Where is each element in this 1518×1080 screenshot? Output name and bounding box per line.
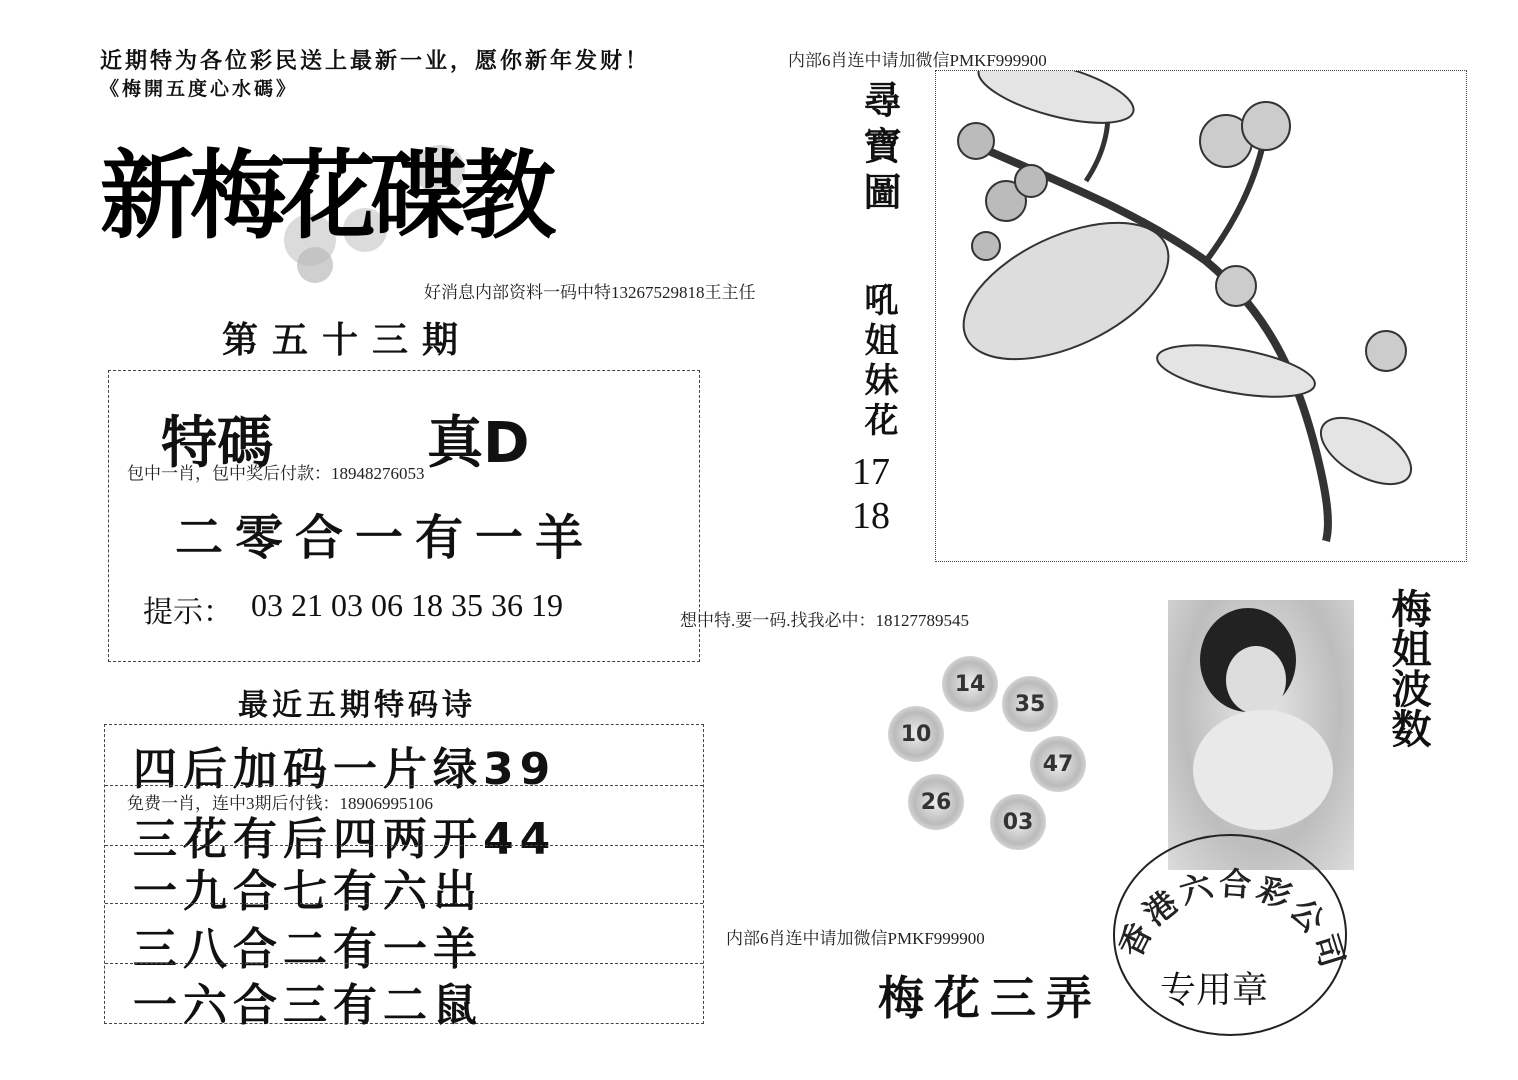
stamp-center: 专用章 [1160, 970, 1269, 1011]
ad-free: 免费一肖，连中3期后付钱：18906995106 [127, 794, 433, 813]
ad-good-news: 好消息内部资料一码中特13267529818王主任 [424, 283, 756, 302]
number-bubble: 26 [908, 774, 964, 830]
plum-three: 梅花三弄 [878, 971, 1102, 1025]
treasure-num1: 17 [852, 451, 890, 493]
flower-illustration [935, 70, 1467, 562]
poem-line: 三花有后四两开44 [133, 814, 557, 865]
svg-text:香港六合彩公司 [1111, 864, 1350, 975]
special-label: 特碼 [161, 411, 273, 476]
logo [100, 110, 560, 290]
special-code-box [108, 370, 700, 662]
mei-jie-waves: 梅姐波数 [1385, 588, 1432, 748]
ad-guarantee: 包中一肖，包中奖后付款：18948276053 [127, 464, 425, 483]
special-value: 真D [427, 411, 530, 476]
hint-numbers: 03 21 03 06 18 35 36 19 [251, 587, 563, 623]
stamp-ring-text: 香港六合彩公司 [1111, 864, 1350, 975]
header-line2: 《梅開五度心水碼》 [100, 78, 299, 100]
plum-branch-illustration [936, 71, 1466, 561]
special-riddle: 二零合一有一羊 [175, 510, 596, 566]
treasure-title: 尋寶圖 [857, 80, 902, 218]
poem-divider [105, 785, 703, 786]
issue-number: 第五十三期 [222, 320, 473, 361]
poem-divider [105, 903, 703, 904]
number-bubble: 10 [888, 706, 944, 762]
number-bubble: 14 [942, 656, 998, 712]
poems-title: 最近五期特码诗 [238, 688, 476, 723]
ad-right-mid: 想中特.要一码.找我必中：18127789545 [680, 611, 969, 630]
poem-line: 三八合二有一羊 [133, 924, 483, 975]
logo-text: 新梅花碟教 [100, 140, 550, 252]
poem-divider [105, 845, 703, 846]
header-line1: 近期特为各位彩民送上最新一业，愿你新年发财！ [100, 49, 651, 74]
stamp [1110, 830, 1350, 1040]
ad-top: 内部6肖连中请加微信PMKF999900 [788, 51, 1047, 70]
poems-table [104, 724, 704, 1031]
hint-label: 提示： [143, 595, 233, 630]
poem-divider [105, 963, 703, 964]
poem-line: 四后加码一片绿39 [133, 744, 557, 795]
number-bubble: 03 [990, 794, 1046, 850]
number-bubble: 47 [1030, 736, 1086, 792]
poem-line: 一九合七有六出 [133, 866, 483, 917]
treasure-num2: 18 [852, 495, 890, 537]
number-bubble: 35 [1002, 676, 1058, 732]
ad-bottom: 内部6肖连中请加微信PMKF999900 [726, 929, 985, 948]
poem-line: 一六合三有二鼠 [133, 980, 483, 1031]
treasure-sub: 吼姐妹花 [858, 282, 898, 442]
